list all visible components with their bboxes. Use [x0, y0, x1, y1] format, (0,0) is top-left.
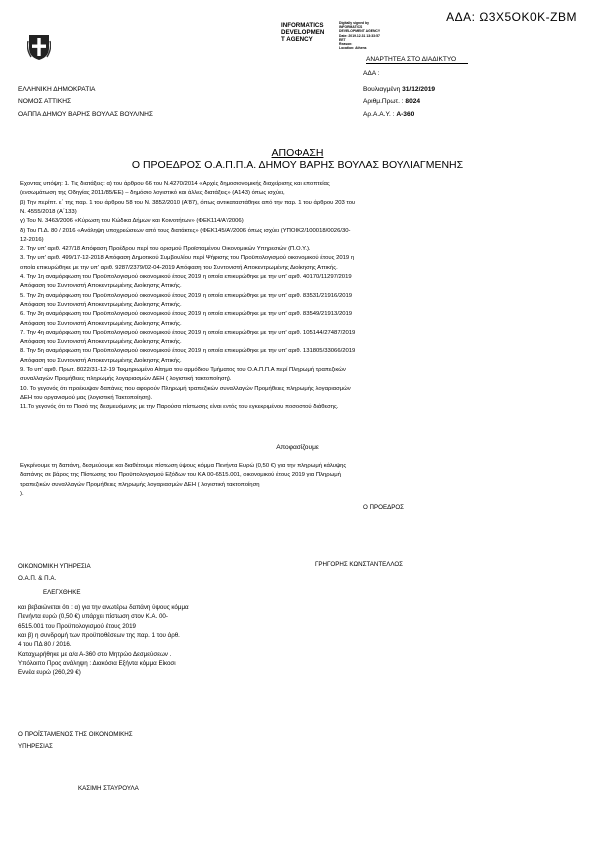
informatics-line: DEVELOPMEN [281, 29, 325, 36]
text-line: συναλλαγών Προμήθειες πληρωμής λογαριασμών ΔΕΗ ( λογιστική τακτοποίηση). [20, 376, 232, 383]
date-line [363, 86, 435, 93]
finance-head-label: Ο ΠΡΟΪΣΤΑΜΕΝΟΣ ΤΗΣ ΟΙΚΟΝΟΜΙΚΗΣ [18, 731, 133, 738]
finance-service: ΟΙΚΟΝΟΜΙΚΗ ΥΠΗΡΕΣΙΑ [18, 563, 91, 570]
digital-signature-details [339, 21, 380, 50]
text-line: β) Την περίπτ. ε΄ της παρ. 1 του άρθρου 58 του Ν. 3852/2010 (Α'87), όπως αντικαταστάθηκε από την παρ. 1 του άρθρου 203 του [20, 199, 356, 206]
text-line: Υπόλοιπο Προς ανάληψη : Διακόσια Εξήντα κόμμα Είκοσι [18, 659, 176, 667]
text-line: ). [20, 490, 24, 497]
checked-label: ΕΛΕΓΧΘΗΚΕ [43, 589, 81, 596]
text-line: 3. Την υπ' αριθ. 499/17-12-2018 Απόφαση Δημοτικού Συμβουλίου περί Ψήφισης του Προϋπολογισμού οικονομικού έτους 2019 η [20, 255, 355, 262]
text-line: γ) Του Ν. 3463/2006 «Κύρωση του Κώδικα Δήμων και Κοινοτήτων» (ΦΕΚ114/Α'/2006) [20, 218, 244, 225]
text-line: 12-2016) [20, 236, 44, 243]
text-line: Εννέα ευρώ (260,29 €) [18, 669, 81, 677]
text-line: Απόφαση του Συντονιστή Αποκεντρωμένης Διοίκησης Αττικής. [20, 301, 182, 308]
finance-org: Ο.Α.Π. & Π.Α. [18, 575, 57, 582]
text-line: οποία επικυρώθηκε με την υπ' αριθ. 9287/2379/02-04-2019 Απόφαση του Συντονιστή Αποκεντρωμένης Διοίκησης Αττικής. [20, 264, 338, 271]
date-value: 31/12/2019 [402, 86, 436, 93]
text-line: και β) η συνδρομή των προϋποθέσεων της παρ. 1 του άρθ. [18, 631, 180, 639]
text-line: Καταχωρήθηκε με α/α Α-360 στο Μητρώο Δεσμεύσεων . [18, 650, 172, 658]
signature-detail: Location: Athens [339, 46, 367, 51]
ada-code: ΑΔΑ: Ω3Χ5ΟΚ0Κ-ΖΒΜ [446, 10, 577, 24]
signature-detail: Reason: [339, 42, 353, 47]
signature-detail: Date: 2019.12.31 13:33:57 [339, 33, 380, 38]
text-line: δ) Του Π.Δ. 80 / 2016 «Ανάληψη υποχρεώσεων από τους διατάκτες» (ΦΕΚ145/Α'/2006 όπως ισχύει (ΥΠΟΙΚ2/100018/0026/30- [20, 227, 351, 234]
header-republic: ΕΛΛΗΝΙΚΗ ΔΗΜΟΚΡΑΤΙΑ [18, 86, 96, 93]
signature-detail: DEVELOPMENT AGENCY [339, 29, 381, 34]
informatics-line: T AGENCY [281, 36, 313, 43]
text-line: 6515.001 του Προϋπολογισμού έτους 2019 [18, 622, 136, 630]
president-name: ΓΡΗΓΟΡΗΣ ΚΩΝΣΤΑΝΤΕΛΛΟΣ [315, 561, 404, 568]
informatics-line: INFORMATICS [281, 22, 324, 29]
text-line: 6. Την 3η αναμόρφωση του Προϋπολογισμού οικονομικού έτους 2019 η οποία επικυρώθηκε με την υπ' αριθ. 83549/21913/2019 [20, 311, 353, 318]
text-line: 8. Την 5η αναμόρφωση του Προϋπολογισμού οικονομικού έτους 2019 η οποία επικυρώθηκε με την υπ' αριθ. 131805/33066/2019 [20, 348, 356, 355]
protocol-line [363, 98, 420, 105]
text-line: Πενήντα ευρώ (0,50 €) υπάρχει πίστωση στον Κ.Α. 00- [18, 613, 168, 621]
informatics-signature [281, 22, 324, 43]
decide-heading: Αποφασίζουμε [276, 444, 319, 451]
text-line: 10. Το γεγονός ότι προέκυψαν δαπάνες που αφορούν Πληρωμή τραπεζικών συναλλαγών Προμήθειες πληρωμής λογαριασμών [20, 385, 351, 392]
protocol-value: 8024 [405, 98, 421, 105]
header-organization: ΟΑΠΠΑ ΔΗΜΟΥ ΒΑΡΗΣ ΒΟΥΛΑΣ ΒΟΥΛ/ΝΗΣ [18, 111, 153, 118]
decision-subtitle: Ο ΠΡΟΕΔΡΟΣ Ο.Α.Π.Π.Α. ΔΗΜΟΥ ΒΑΡΗΣ ΒΟΥΛΑΣ ΒΟΥΛΙΑΓΜΕΝΗΣ [131, 159, 464, 171]
text-line: 9. Το υπ' αριθ. Πρωτ. 8022/31-12-19 Τεκμηριωμένο Αίτημα του αρμόδιου Τμήματος του Ο.Α.Π.Π.Α περί Πληρωμή τραπεζικών [20, 367, 346, 373]
ada-label: ΑΔΑ : [363, 70, 380, 77]
text-line: Απόφαση του Συντονιστή Αποκεντρωμένης Διοίκησης Αττικής. [20, 283, 182, 290]
signature-detail: EET [339, 37, 346, 42]
text-line: 4. Την 1η αναμόρφωση του Προϋπολογισμού οικονομικού έτους 2019 η οποία επικυρώθηκε με την υπ' αριθ. 40170/11297/2019 [20, 274, 352, 280]
date-label: Βουλιαγμένη [363, 86, 403, 93]
header-prefecture: ΝΟΜΟΣ ΑΤΤΙΚΗΣ [18, 98, 72, 105]
finance-head-name: ΚΑΣΙΜΗ ΣΤΑΥΡΟΥΛΑ [78, 785, 139, 792]
text-line: Εχοντας υπόψη: 1. Τις διατάξεις: α) του άρθρου 66 του Ν.4270/2014 «Αρχές δημοσιονομικής διαχείρισης και εποπτείας [20, 181, 330, 187]
publish-online-note: ΑΝΑΡΤΗΤΕΑ ΣΤΟ ΔΙΑΔΙΚΤΥΟ [366, 56, 468, 64]
aay-line [363, 111, 414, 118]
decision-title: ΑΠΟΦΑΣΗ [271, 147, 324, 159]
text-line: Εγκρίνουμε τη δαπάνη, δεσμεύουμε και διαθέτουμε πίστωση ύψους κόμμα Πενήντα Ευρώ (0,50 €) για την πληρωμή κάλυψης [20, 463, 347, 469]
text-line: τραπεζικών συναλλαγών Προμήθειες πληρωμής λογαριασμών ΔΕΗ ( λογιστική τακτοποίηση [20, 481, 260, 488]
text-line: Απόφαση του Συντονιστή Αποκεντρωμένης Διοίκησης Αττικής. [20, 357, 182, 364]
text-line: Ν. 4555/2018 (Α΄133) [20, 208, 77, 215]
signature-detail: INFORMATICS [339, 25, 363, 30]
text-line: 11.Το γεγονός ότι το Ποσό της δεσμευόμενης με την Παρούσα πίστωσης είναι εντός του εγκεκριμένου ποσοστού διάθεσης. [20, 404, 339, 411]
text-line: και βεβαιώνεται ότι : α) για την ανωτέρω δαπάνη ύψους κόμμα [18, 604, 189, 611]
text-line: 5. Την 2η αναμόρφωση του Προϋπολογισμού οικονομικού έτους 2019 η οποία επικυρώθηκε με την υπ' αριθ. 83531/21916/2019 [20, 292, 353, 299]
text-line: 2. Την υπ' αριθ. 427/18 Απόφαση Προέδρου περί του ορισμού Προϊσταμένου Οικονομικών Υπηρεσιών (Π.Ο.Υ.). [20, 246, 311, 253]
greek-emblem-icon [27, 33, 51, 61]
protocol-label: Αριθμ.Πρωτ. : [363, 98, 406, 105]
signature-detail: Digitally signed by [339, 21, 369, 25]
text-line: Απόφαση του Συντονιστή Αποκεντρωμένης Διοίκησης Αττικής. [20, 339, 182, 346]
text-line: (ενσωμάτωση της Οδηγίας 2011/85/ΕΕ) – δημόσιο λογιστικό και άλλες διατάξεις» (Α143) όπως ισχύει, [20, 190, 285, 197]
aay-value: Α-360 [396, 111, 415, 118]
text-line: ΔΕΗ του οργανισμού μας (λογιστική Τακτοποίηση). [20, 394, 153, 401]
aay-label: Αρ.Α.Α.Υ. : [363, 111, 397, 118]
text-line: δαπάνης σε βάρος της Πίστωσης του Προϋπολογισμού Εξόδων του ΚΑ 00-6515.001, οικονομικού έτους 2019 για Πληρωμή [20, 472, 341, 479]
text-line: Απόφαση του Συντονιστή Αποκεντρωμένης Διοίκησης Αττικής. [20, 320, 182, 327]
president-label: Ο ΠΡΟΕΔΡΟΣ [363, 504, 404, 511]
finance-head-label-2: ΥΠΗΡΕΣΙΑΣ [18, 743, 53, 750]
text-line: 7. Την 4η αναμόρφωση του Προϋπολογισμού οικονομικού έτους 2019 η οποία επικυρώθηκε με την υπ' αριθ. 105144/27487/2019 [20, 329, 356, 336]
text-line: 4 του ΠΔ 80 / 2016. [18, 641, 72, 649]
